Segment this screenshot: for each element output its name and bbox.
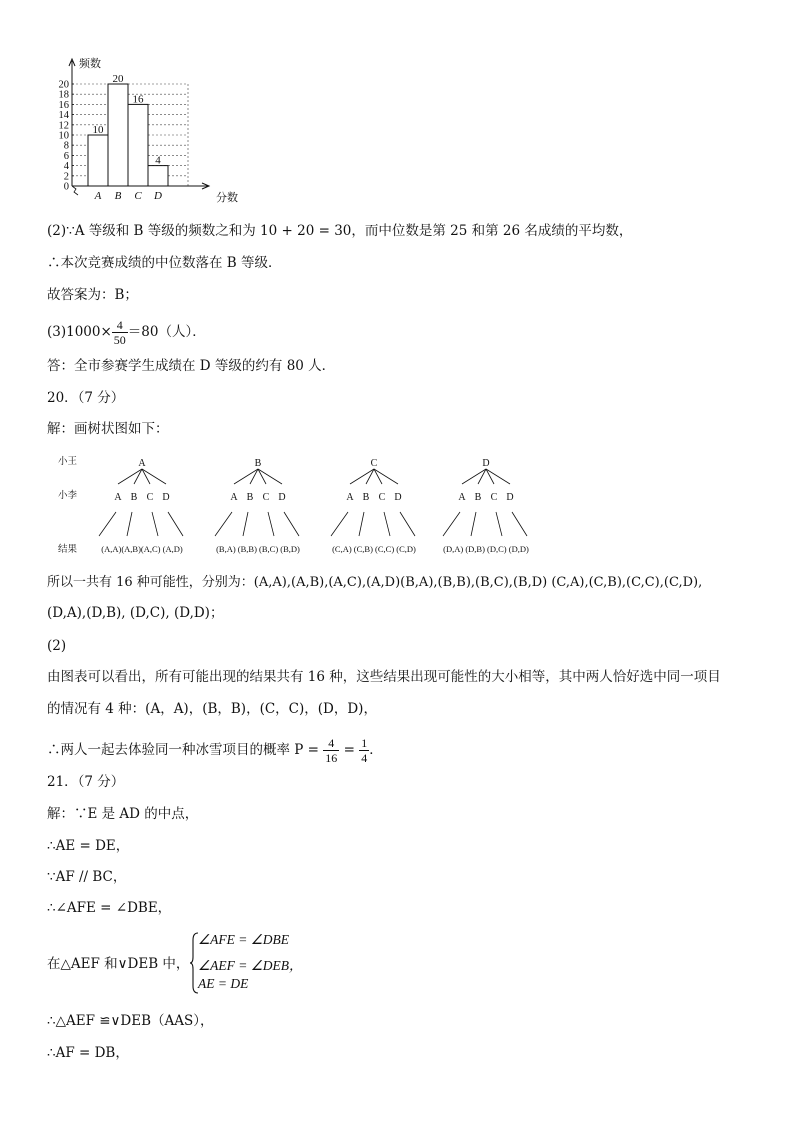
answer-line-conclusion: 答：全市参赛学生成绩在 D 等级的约有 80 人． bbox=[47, 358, 336, 374]
x-category-label: A bbox=[94, 190, 102, 202]
tree-branch bbox=[384, 512, 390, 536]
part-2-label: (2) bbox=[47, 638, 67, 654]
tree-child-B: B bbox=[130, 492, 138, 503]
tree-branch bbox=[168, 512, 183, 536]
tree-child-A: A bbox=[114, 492, 122, 503]
tree-branch bbox=[400, 512, 415, 536]
proof-line-af-db: ∴AF = DB， bbox=[47, 1045, 129, 1061]
y-tick-label: 4 bbox=[63, 161, 69, 173]
answer-line-estimate bbox=[47, 318, 206, 347]
bar-value-label: 20 bbox=[112, 73, 124, 85]
tree-results: (B,A) (B,B) (B,C) (B,D) bbox=[216, 544, 300, 554]
tree-branch bbox=[359, 512, 364, 536]
fraction-numerator: 1 bbox=[361, 736, 368, 750]
tree-root-B: B bbox=[254, 458, 262, 469]
tree-root-A: A bbox=[138, 458, 146, 469]
bar-value-label: 10 bbox=[92, 124, 104, 136]
estimate-prefix: (3)1000× bbox=[47, 324, 112, 340]
tree-child-B: B bbox=[246, 492, 254, 503]
question-20-heading: 20．（7 分） bbox=[47, 390, 125, 406]
fraction-denominator: 50 bbox=[113, 333, 126, 347]
proof-line-midpoint: 解：∵E 是 AD 的中点， bbox=[47, 806, 199, 822]
solution-intro-tree: 解：画树状图如下： bbox=[47, 421, 169, 437]
probability-suffix: ． bbox=[369, 742, 383, 758]
fraction-4-over-50 bbox=[112, 318, 128, 347]
tree-child-C: C bbox=[146, 492, 154, 503]
probability-prefix: ∴两人一起去体验同一种冰雪项目的概率 P = bbox=[47, 742, 324, 758]
proof-line-ae-de: ∴AE = DE， bbox=[47, 838, 130, 854]
tree-results: (D,A) (D,B) (D,C) (D,D) bbox=[443, 544, 529, 554]
bar-A bbox=[88, 135, 108, 186]
tree-child-B: B bbox=[362, 492, 370, 503]
analysis-line1: 由图表可以看出，所有可能出现的结果共有 16 种，这些结果出现可能性的大小相等，其中两人恰好选中同一项目 bbox=[47, 669, 721, 685]
proof-line-parallel: ∵AF // BC， bbox=[47, 869, 127, 885]
tree-row-label-xiaowang: 小王 bbox=[58, 457, 78, 467]
tree-branch bbox=[496, 512, 502, 536]
y-tick-label: 18 bbox=[58, 89, 69, 101]
tree-child-D: D bbox=[506, 492, 514, 503]
y-tick-label: 16 bbox=[58, 99, 69, 111]
tree-results: (C,A) (C,B) (C,C) (C,D) bbox=[332, 544, 416, 554]
y-tick-label: 20 bbox=[58, 79, 69, 91]
y-tick-label: 10 bbox=[58, 130, 69, 142]
proof-line-triangles: 在△AEF 和∨DEB 中， bbox=[47, 956, 190, 972]
equals-sign: = bbox=[339, 742, 360, 758]
tree-child-A: A bbox=[346, 492, 354, 503]
tree-results: (A,A)(A,B)(A,C) (A,D) bbox=[101, 544, 183, 554]
system-line-3: AE = DE bbox=[198, 976, 249, 991]
tree-branch bbox=[127, 512, 132, 536]
analysis-line2: 的情况有 4 种：(A，A)，(B，B)，(C，C)，(D，D)， bbox=[47, 701, 377, 717]
fraction-numerator: 4 bbox=[323, 736, 339, 751]
tree-branch bbox=[152, 512, 158, 536]
estimate-suffix: ＝80（人）． bbox=[127, 324, 206, 340]
bar-value-label: 16 bbox=[132, 93, 144, 106]
tree-child-D: D bbox=[162, 492, 170, 503]
y-tick-label: 14 bbox=[58, 110, 69, 122]
tree-child-A: A bbox=[230, 492, 238, 503]
tree-diagram bbox=[50, 452, 570, 562]
tree-root-C: C bbox=[370, 458, 378, 469]
possibilities-list-line2: (D,A),(D,B), (D,C), (D,D)； bbox=[47, 605, 224, 621]
bar-D bbox=[148, 166, 168, 186]
tree-child-C: C bbox=[262, 492, 270, 503]
tree-child-C: C bbox=[490, 492, 498, 503]
tree-branch bbox=[243, 512, 248, 536]
axis-break bbox=[72, 186, 78, 195]
proof-line-congruent: ∴△AEF ≌∨DEB（AAS）， bbox=[47, 1013, 214, 1029]
bar-C bbox=[128, 104, 148, 186]
tree-child-B: B bbox=[474, 492, 482, 503]
fraction-numerator: 4 bbox=[112, 318, 128, 333]
answer-line-answer-b: 故答案为：B； bbox=[47, 287, 138, 303]
fraction-4-over-16 bbox=[323, 736, 339, 765]
bar-B bbox=[108, 84, 128, 186]
answer-line-median-conclusion: ∴本次竞赛成绩的中位数落在 B 等级． bbox=[47, 255, 282, 271]
bar-value-label: 4 bbox=[155, 154, 161, 167]
question-21-heading: 21．（7 分） bbox=[47, 774, 125, 790]
tree-branch bbox=[443, 512, 460, 536]
frequency-bar-chart bbox=[40, 55, 260, 205]
probability-line bbox=[47, 736, 383, 765]
tree-child-C: C bbox=[378, 492, 386, 503]
tree-branch bbox=[284, 512, 299, 536]
tree-row-label-xiaoli: 小李 bbox=[58, 491, 78, 501]
y-axis-label: 频数 bbox=[79, 58, 101, 70]
tree-row-label-result: 结果 bbox=[58, 545, 78, 555]
fraction-denominator: 4 bbox=[361, 751, 368, 765]
tree-child-D: D bbox=[278, 492, 286, 503]
y-tick-label: 12 bbox=[58, 120, 69, 132]
y-tick-label: 8 bbox=[63, 140, 69, 152]
y-tick-label: 0 bbox=[63, 181, 69, 193]
y-tick-label: 6 bbox=[63, 150, 69, 162]
x-axis-label: 分数 bbox=[216, 192, 238, 204]
tree-root-D: D bbox=[482, 458, 490, 469]
y-tick-label: 2 bbox=[63, 171, 69, 183]
system-line-1: ∠AFE = ∠DBE bbox=[198, 932, 290, 947]
proof-line-angles: ∴∠AFE = ∠DBE， bbox=[47, 900, 172, 916]
tree-branch bbox=[512, 512, 527, 536]
system-line-2: ∠AEF = ∠DEB， bbox=[198, 958, 303, 973]
tree-branch bbox=[268, 512, 274, 536]
fraction-1-over-4 bbox=[359, 736, 369, 765]
tree-branch bbox=[471, 512, 476, 536]
possibilities-list-line1: 所以一共有 16 种可能性，分别为：(A,A),(A,B),(A,C),(A,D)(B,A),(B,B),(B,C),(B,D) (C,A),(C,B),(C,C),(C,D), bbox=[47, 575, 703, 590]
tree-branch bbox=[215, 512, 232, 536]
fraction-denominator: 16 bbox=[325, 751, 338, 765]
tree-child-D: D bbox=[394, 492, 402, 503]
x-category-label: B bbox=[114, 190, 122, 202]
tree-child-A: A bbox=[458, 492, 466, 503]
answer-line-median-reason: (2)∵A 等级和 B 等级的频数之和为 10 + 20 = 30，而中位数是第 25 和第 26 名成绩的平均数， bbox=[47, 223, 633, 239]
x-category-label: C bbox=[134, 190, 142, 202]
tree-branch bbox=[99, 512, 116, 536]
tree-branch bbox=[331, 512, 348, 536]
x-category-label: D bbox=[154, 190, 162, 202]
